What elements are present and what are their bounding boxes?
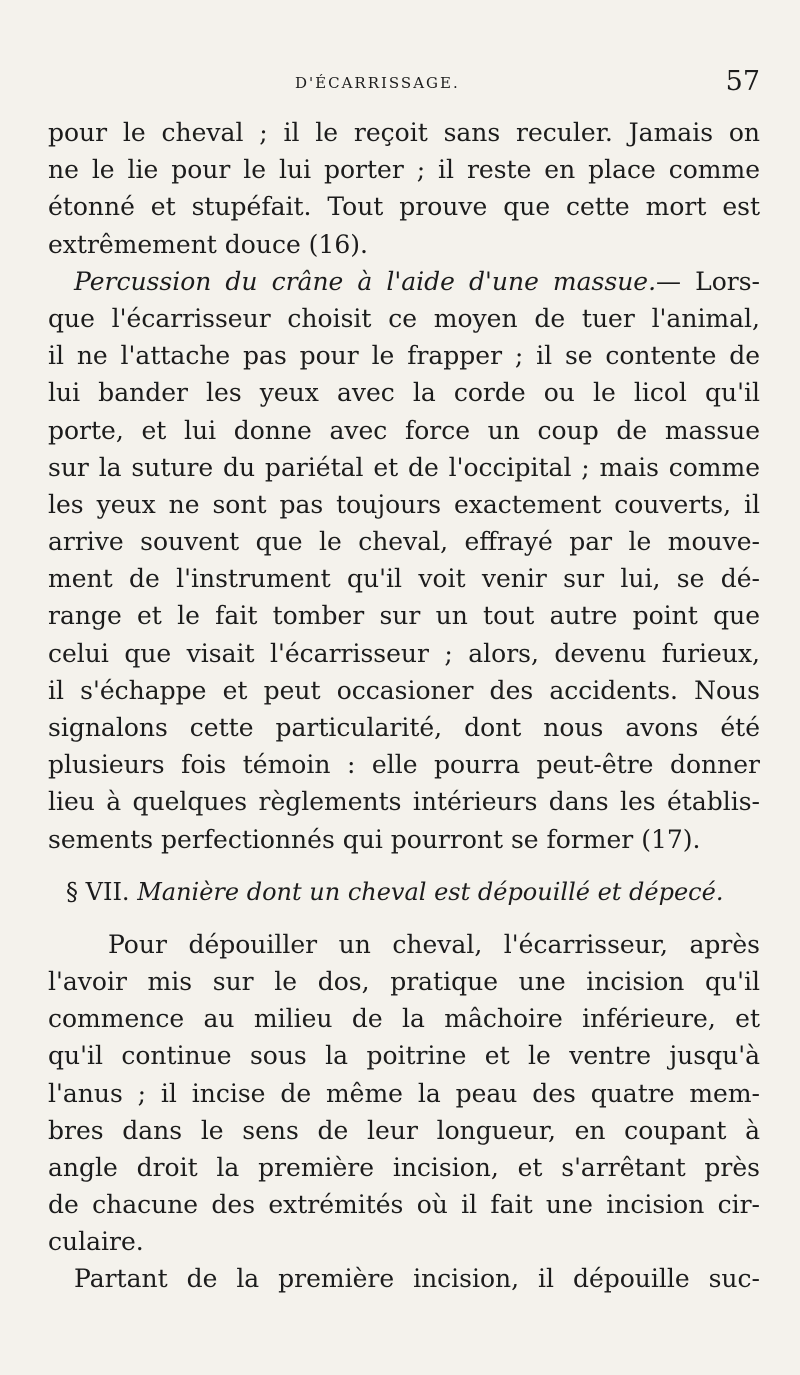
text-line: range et le fait tomber sur un tout autre point que	[48, 601, 760, 631]
text-line: signalons cette particularité, dont nous avons été	[48, 713, 760, 742]
section-title: Manière dont un cheval est dépouillé et dépecé.	[137, 877, 724, 906]
text-line: lui bander les yeux avec la corde ou le licol qu'il	[48, 378, 760, 408]
text-line: plusieurs fois témoin : elle pourra peut-être donner	[48, 750, 760, 780]
text-line: il s'échappe et peut occasioner des accidents. Nous	[48, 675, 760, 705]
text-line: l'anus ; il incise de même la peau des quatre mem-	[48, 1078, 760, 1108]
text-line: Pour dépouiller un cheval, l'écarrisseur, après	[108, 929, 760, 959]
text-line: extrêmement douce (16).	[48, 229, 368, 259]
page-header	[45, 66, 770, 106]
text-line: arrive souvent que le cheval, effrayé par le mouve-	[48, 527, 760, 557]
text-line: celui que visait l'écarrisseur ; alors, devenu furieux,	[48, 638, 760, 668]
text-line: angle droit la première incision, et s'arrêtant près	[48, 1152, 760, 1182]
text-line: ne le lie pour le lui porter ; il reste en place comme	[48, 155, 760, 185]
text-line: l'avoir mis sur le dos, pratique une incision qu'il	[48, 966, 760, 996]
page-number: 57	[725, 66, 760, 97]
section-number: § VII.	[66, 877, 130, 906]
body-text	[48, 114, 760, 1298]
text-line: sements perfectionnés qui pourront se former (17).	[48, 824, 701, 854]
text-line: que l'écarrisseur choisit ce moyen de tuer l'animal,	[48, 303, 760, 333]
text-line: les yeux ne sont pas toujours exactement couverts, il	[48, 489, 760, 519]
text-line: étonné et stupéfait. Tout prouve que cette mort est	[48, 192, 760, 222]
running-title: D'ÉCARRISSAGE.	[295, 74, 460, 92]
text-line: bres dans le sens de leur longueur, en coupant à	[48, 1115, 760, 1145]
text-line: de chacune des extrémités où il fait une incision cir-	[48, 1190, 760, 1220]
text-line	[48, 263, 760, 300]
text-line: commence au milieu de la mâchoire inférieure, et	[48, 1004, 760, 1034]
text-line: lieu à quelques règlements intérieurs dans les établis-	[48, 787, 760, 817]
text-line: il ne l'attache pas pour le frapper ; il se contente de	[48, 341, 760, 371]
section-heading	[48, 868, 760, 916]
text-line: pour le cheval ; il le reçoit sans reculer. Jamais on	[48, 118, 760, 147]
text-line: porte, et lui donne avec force un coup de massue	[48, 415, 760, 445]
text-line: ment de l'instrument qu'il voit venir sur lui, se dé-	[48, 564, 760, 594]
text-line: Partant de la première incision, il dépouille suc-	[74, 1264, 760, 1294]
text-run: — Lors-	[656, 266, 760, 296]
text-line: culaire.	[48, 1227, 144, 1257]
subheading-italic: Percussion du crâne à l'aide d'une massue.	[74, 266, 657, 296]
text-line: sur la suture du pariétal et de l'occipital ; mais comme	[48, 452, 760, 482]
text-line: qu'il continue sous la poitrine et le ventre jusqu'à	[48, 1041, 760, 1071]
